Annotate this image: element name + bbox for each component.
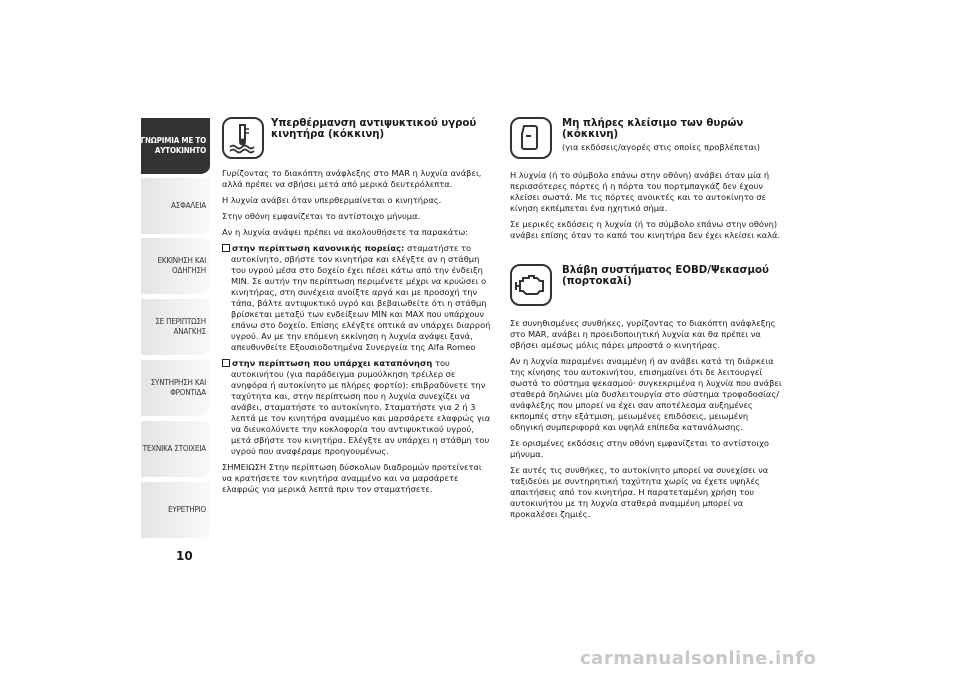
chapter-sidebar [141,118,210,542]
checkbox-bullet-icon [222,244,230,252]
section-heading-coolant: Υπερθέρμανση αντιψυκτικού υγρού κινητήρα (κόκκινη) [271,118,477,140]
bullet-text: του αυτοκινήτου (για παράδειγμα ρυμούλκηση τρέιλερ σε ανηφόρα ή αυτοκίνητο με πλήρες φορτίο): επιβραδύνετε την ταχύτητα και, στην περίπτωση που η λυχνία συνεχίζει να ανάβει, σταματήστε το αυτοκίνητο. Σταματήστε για 2 ή 3 λεπτά με τον κινητήρα αναμμένο και μαρσάρετε ελαφρώς για να διευκολύνετε την κυκλοφορία του αντιψυκτικού υγρού, μετά σβήστε τον κινητήρα. Ελέγξτε αν υπάρχει η στάθμη του υγρού που αναφέραμε προηγουμένως. [231,358,491,456]
tab-label: ΣΥΝΤΗΡΗΣΗ ΚΑΙ ΦΡΟΝΤΙΔΑ [150,378,206,397]
paragraph: Σε μερικές εκδόσεις η λυχνία (ή το σύμβολο επάνω στην οθόνη) ανάβει επίσης όταν το καπό του κινητήρα δεν έχει κλείσει καλά. [510,219,781,240]
door-heading-block [562,118,782,153]
eobd-text [510,318,782,525]
subnote: (για εκδόσεις/αγορές στις οποίες προβλέπεται) [562,142,761,152]
paragraph: Σε αυτές τις συνθήκες, το αυτοκίνητο μπορεί να συνεχίσει να ταξιδεύει με συντηρητική ταχύτητα χωρίς να έχετε υψηλές απαιτήσεις από τον κινητήρα. Η παρατεταμένη χρήση του αυτοκινήτου με τη λυχνία σταθερά αναμμένη μπορεί να προκαλέσει ζημιές. [510,465,769,519]
paragraph: Σε ορισμένες εκδόσεις στην οθόνη εμφανίζεται το αντίστοιχο μήνυμα. [510,438,769,459]
tab-emergency[interactable] [141,299,210,357]
tab-starting-driving[interactable] [141,238,210,296]
bullet-heavy-load [222,358,492,457]
note: ΣΗΜΕΙΩΣΗ Στην περίπτωση δύσκολων διαδρομών προτείνεται να κρατήσετε τον κινητήρα αναμμένο και να μαρσάρετε ελαφρώς για μερικά λεπτά πριν τον σταματήσετε. [222,462,482,494]
bullet-text: σταματήστε το αυτοκίνητο, σβήστε τον κινητήρα και ελέγξτε αν η στάθμη του υγρού μέσα στο δοχείο έχει πέσει κάτω από την ένδειξη MIN. Σε αυτήν την περίπτωση περιμένετε μέχρι να κρυώσει ο κινητήρας, στη συνέχεια ανοίξτε αργά και με προσοχή την τάπα, βάλτε αντιψυκτικό υγρό και βεβαιωθείτε ότι η στάθμη βρίσκεται μεταξύ των ενδείξεων MIN και MAX που υπάρχουν επάνω στο δοχείο. Επίσης ελέγξτε οπτικά αν υπάρχει διαρροή υγρού. Αν με την επόμενη εκκίνηση η λυχνία ανάψει ξανά, απευθυνθείτε Εξουσιοδοτημένα Συνεργεία της Alfa Romeo [231,243,491,352]
checkbox-bullet-icon [222,359,230,367]
paragraph: Στην οθόνη εμφανίζεται το αντίστοιχο μήνυμα. [222,211,421,221]
engine-check-icon [510,264,552,306]
paragraph: Σε συνηθισμένες συνθήκες, γυρίζοντας το διακόπτη ανάφλεξης στο MAR, ανάβει η προειδοποιητική λυχνία και θα πρέπει να σβήσει αμέσως μόλις πάρει μπροστά ο κινητήρας. [510,318,776,350]
paragraph: Αν η λυχνία ανάψει πρέπει να ακολουθήσετε τα παρακάτω: [222,227,469,237]
tab-label: ΤΕΧΝΙΚΑ ΣΤΟΙΧΕΙΑ [142,444,206,453]
section-heading-eobd: Βλάβη συστήματος EOBD/Ψεκασμού (πορτοκαλί) [562,265,769,287]
left-column-text [222,168,492,500]
tab-label: ΓΝΩΡΙΜΙΑ ΜΕ ΤΟ ΑΥΤΟΚΙΝΗΤΟ [140,136,206,155]
coolant-temperature-icon [222,117,264,159]
tab-getting-to-know[interactable] [141,118,210,176]
paragraph: Η λυχνία ανάβει όταν υπερθερμαίνεται ο κινητήρας. [222,195,442,205]
tab-label: ΑΣΦΑΛΕΙΑ [171,201,206,210]
bullet-lead: στην περίπτωση κανονικής πορείας: [232,243,405,253]
tab-label: ΣΕ ΠΕΡΙΠΤΩΣΗ ΑΝΑΓΚΗΣ [155,317,206,336]
door-text [510,170,782,246]
tab-index[interactable] [141,482,210,540]
bullet-lead: στην περίπτωση που υπάρχει καταπόνηση [232,358,433,368]
tab-label: ΕΥΡΕΤΗΡΙΟ [168,505,206,514]
paragraph: Αν η λυχνία παραμένει αναμμένη ή αν ανάβει κατά τη διάρκεια της κίνησης του αυτοκινήτου, επισημαίνει ότι δε λειτουργεί σωστά το σύστημα ψεκασμού· συγκεκριμένα η λυχνία που ανάβει σταθερά δηλώνει μία δυσλειτουργία στο σύστημα τροφοδοσίας/ανάφλεξης που μπορεί να έχει σαν αποτέλεσμα αυξημένες εκπομπές στην εξάτμιση, μειωμένες επιδόσεις, μειωμένη οδηγική συμπεριφορά και υψηλά επίπεδα κατανάλωσης. [510,356,782,432]
tab-maintenance[interactable] [141,360,210,418]
tab-technical[interactable] [141,421,210,479]
door-open-icon [510,117,552,159]
page-number: 10 [176,549,193,563]
paragraph: Η λυχνία (ή το σύμβολο επάνω στην οθόνη) ανάβει όταν μία ή περισσότερες πόρτες ή η πόρτα του πορτμπαγκάζ δεν έχουν κλείσει σωστά. Με τις πόρτες ανοικτές και το αυτοκίνητο σε κίνηση εκπέμπεται ένα ηχητικό σήμα. [510,170,770,213]
tab-safety[interactable] [141,178,210,236]
paragraph: Γυρίζοντας το διακόπτη ανάφλεξης στο MAR η λυχνία ανάβει, αλλά πρέπει να σβήσει μετά από μερικά δευτερόλεπτα. [222,168,482,189]
watermark: carmanualsonline.info [580,648,817,669]
section-heading-doors: Μη πλήρες κλείσιμο των θυρών (κόκκινη) [562,118,744,140]
tab-label: ΕΚΚΙΝΗΣΗ ΚΑΙ ΟΔΗΓΗΣΗ [157,256,206,275]
bullet-normal-driving [222,243,492,353]
